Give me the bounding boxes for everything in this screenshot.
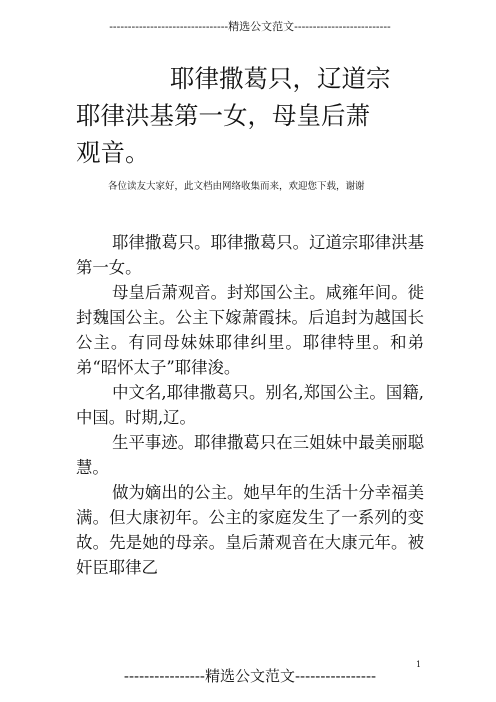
document-title [76, 60, 424, 171]
paragraph-1: 耶律撒葛只。耶律撒葛只。辽道宗耶律洪基第一女。 [76, 233, 424, 277]
title-line-1: 耶律撒葛只，辽道宗 [170, 64, 391, 93]
paragraph-3: 中文名,耶律撒葛只。别名,郑国公主。国籍,中国。时期,辽。 [76, 383, 424, 427]
paragraph-2: 母皇后萧观音。封郑国公主。咸雍年间。徙封魏国公主。公主下嫁萧霞抹。后追封为越国长公主。有同母妹妹耶律纠里。耶律特里。和弟弟“昭怀太子”耶律浚。 [76, 283, 424, 377]
document-body [76, 230, 424, 580]
title-line-2: 耶律洪基第一女，母皇后萧 [76, 101, 370, 130]
paragraph-5: 做为嫡出的公主。她早年的生活十分幸福美满。但大康初年。公主的家庭发生了一系列的变故。先是她的母亲。皇后萧观音在大康元年。被奸臣耶律乙 [76, 483, 424, 577]
title-line-3: 观音。 [76, 138, 150, 167]
download-notice: 各位读友大家好，此文档由网络收集而来，欢迎您下载，谢谢 [108, 181, 365, 192]
page-number: 1 [416, 660, 422, 669]
paragraph-4: 生平事迹。耶律撒葛只在三姐妹中最美丽聪慧。 [76, 433, 424, 477]
page-footer: ----------------精选公文范文---------------- [123, 667, 377, 685]
page-header: --------------------------------精选公文范文-------------------------- [109, 20, 391, 33]
